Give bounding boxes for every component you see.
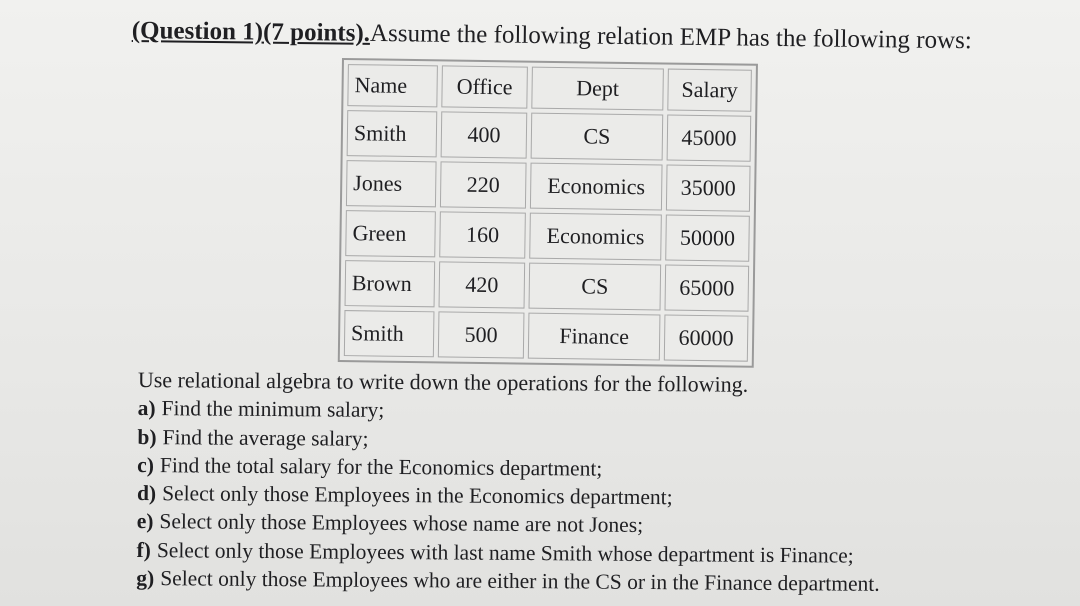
table-cell: Brown — [345, 260, 436, 307]
table-cell: Smith — [347, 110, 438, 157]
item-letter: e) — [136, 509, 154, 534]
table-cell: Economics — [529, 213, 662, 261]
item-letter: d) — [136, 481, 157, 506]
table-row — [344, 310, 749, 362]
table-cell: CS — [531, 113, 664, 161]
column-header-salary: Salary — [667, 69, 752, 112]
table-row — [345, 260, 750, 312]
table-row — [345, 210, 750, 262]
item-text: Find the minimum salary; — [161, 396, 385, 423]
table-cell: 35000 — [666, 165, 751, 212]
table-cell: 160 — [439, 211, 526, 258]
table-cell: 50000 — [665, 215, 750, 262]
table-cell: 420 — [439, 261, 526, 308]
table-cell: 500 — [438, 311, 525, 358]
column-header-name: Name — [347, 64, 438, 107]
table-cell: 45000 — [667, 115, 752, 162]
item-text: Find the average salary; — [162, 424, 369, 451]
column-header-dept: Dept — [531, 67, 664, 111]
table-cell: CS — [529, 263, 662, 311]
table-header-row — [347, 64, 752, 112]
item-letter: f) — [136, 537, 151, 562]
column-header-office: Office — [441, 65, 528, 108]
item-text: Select only those Employees with last name Smith whose department is Finance; — [156, 537, 854, 568]
question-label: (Question 1)(7 points). — [131, 16, 371, 47]
item-letter: a) — [137, 396, 156, 421]
table-cell: Economics — [530, 163, 663, 211]
instructions-block — [136, 366, 881, 598]
table-cell: Smith — [344, 310, 435, 357]
item-letter: b) — [137, 424, 157, 449]
instructions-intro: Use relational algebra to write down the operations for the following. — [137, 366, 749, 397]
table-cell: Finance — [528, 313, 661, 361]
question-text: Assume the following relation EMP has the following rows: — [369, 19, 972, 55]
instruction-item — [136, 564, 880, 598]
question-heading — [132, 16, 972, 56]
emp-table — [338, 58, 758, 368]
item-text: Select only those Employees whose name are not Jones; — [159, 509, 644, 538]
item-letter: c) — [137, 452, 155, 478]
item-letter: g) — [136, 566, 155, 591]
table-cell: 400 — [441, 111, 528, 158]
table-cell: 60000 — [664, 315, 749, 362]
table-row — [347, 110, 752, 162]
item-text: Select only those Employees who are either in the CS or in the Finance department. — [160, 566, 880, 596]
table-cell: 65000 — [665, 265, 750, 312]
table-cell: 220 — [440, 161, 527, 208]
item-text: Select only those Employees in the Economics department; — [162, 481, 673, 510]
table-row — [346, 160, 751, 212]
table-cell: Green — [345, 210, 436, 257]
item-text: Find the total salary for the Economics department; — [159, 453, 603, 481]
table-cell: Jones — [346, 160, 437, 207]
